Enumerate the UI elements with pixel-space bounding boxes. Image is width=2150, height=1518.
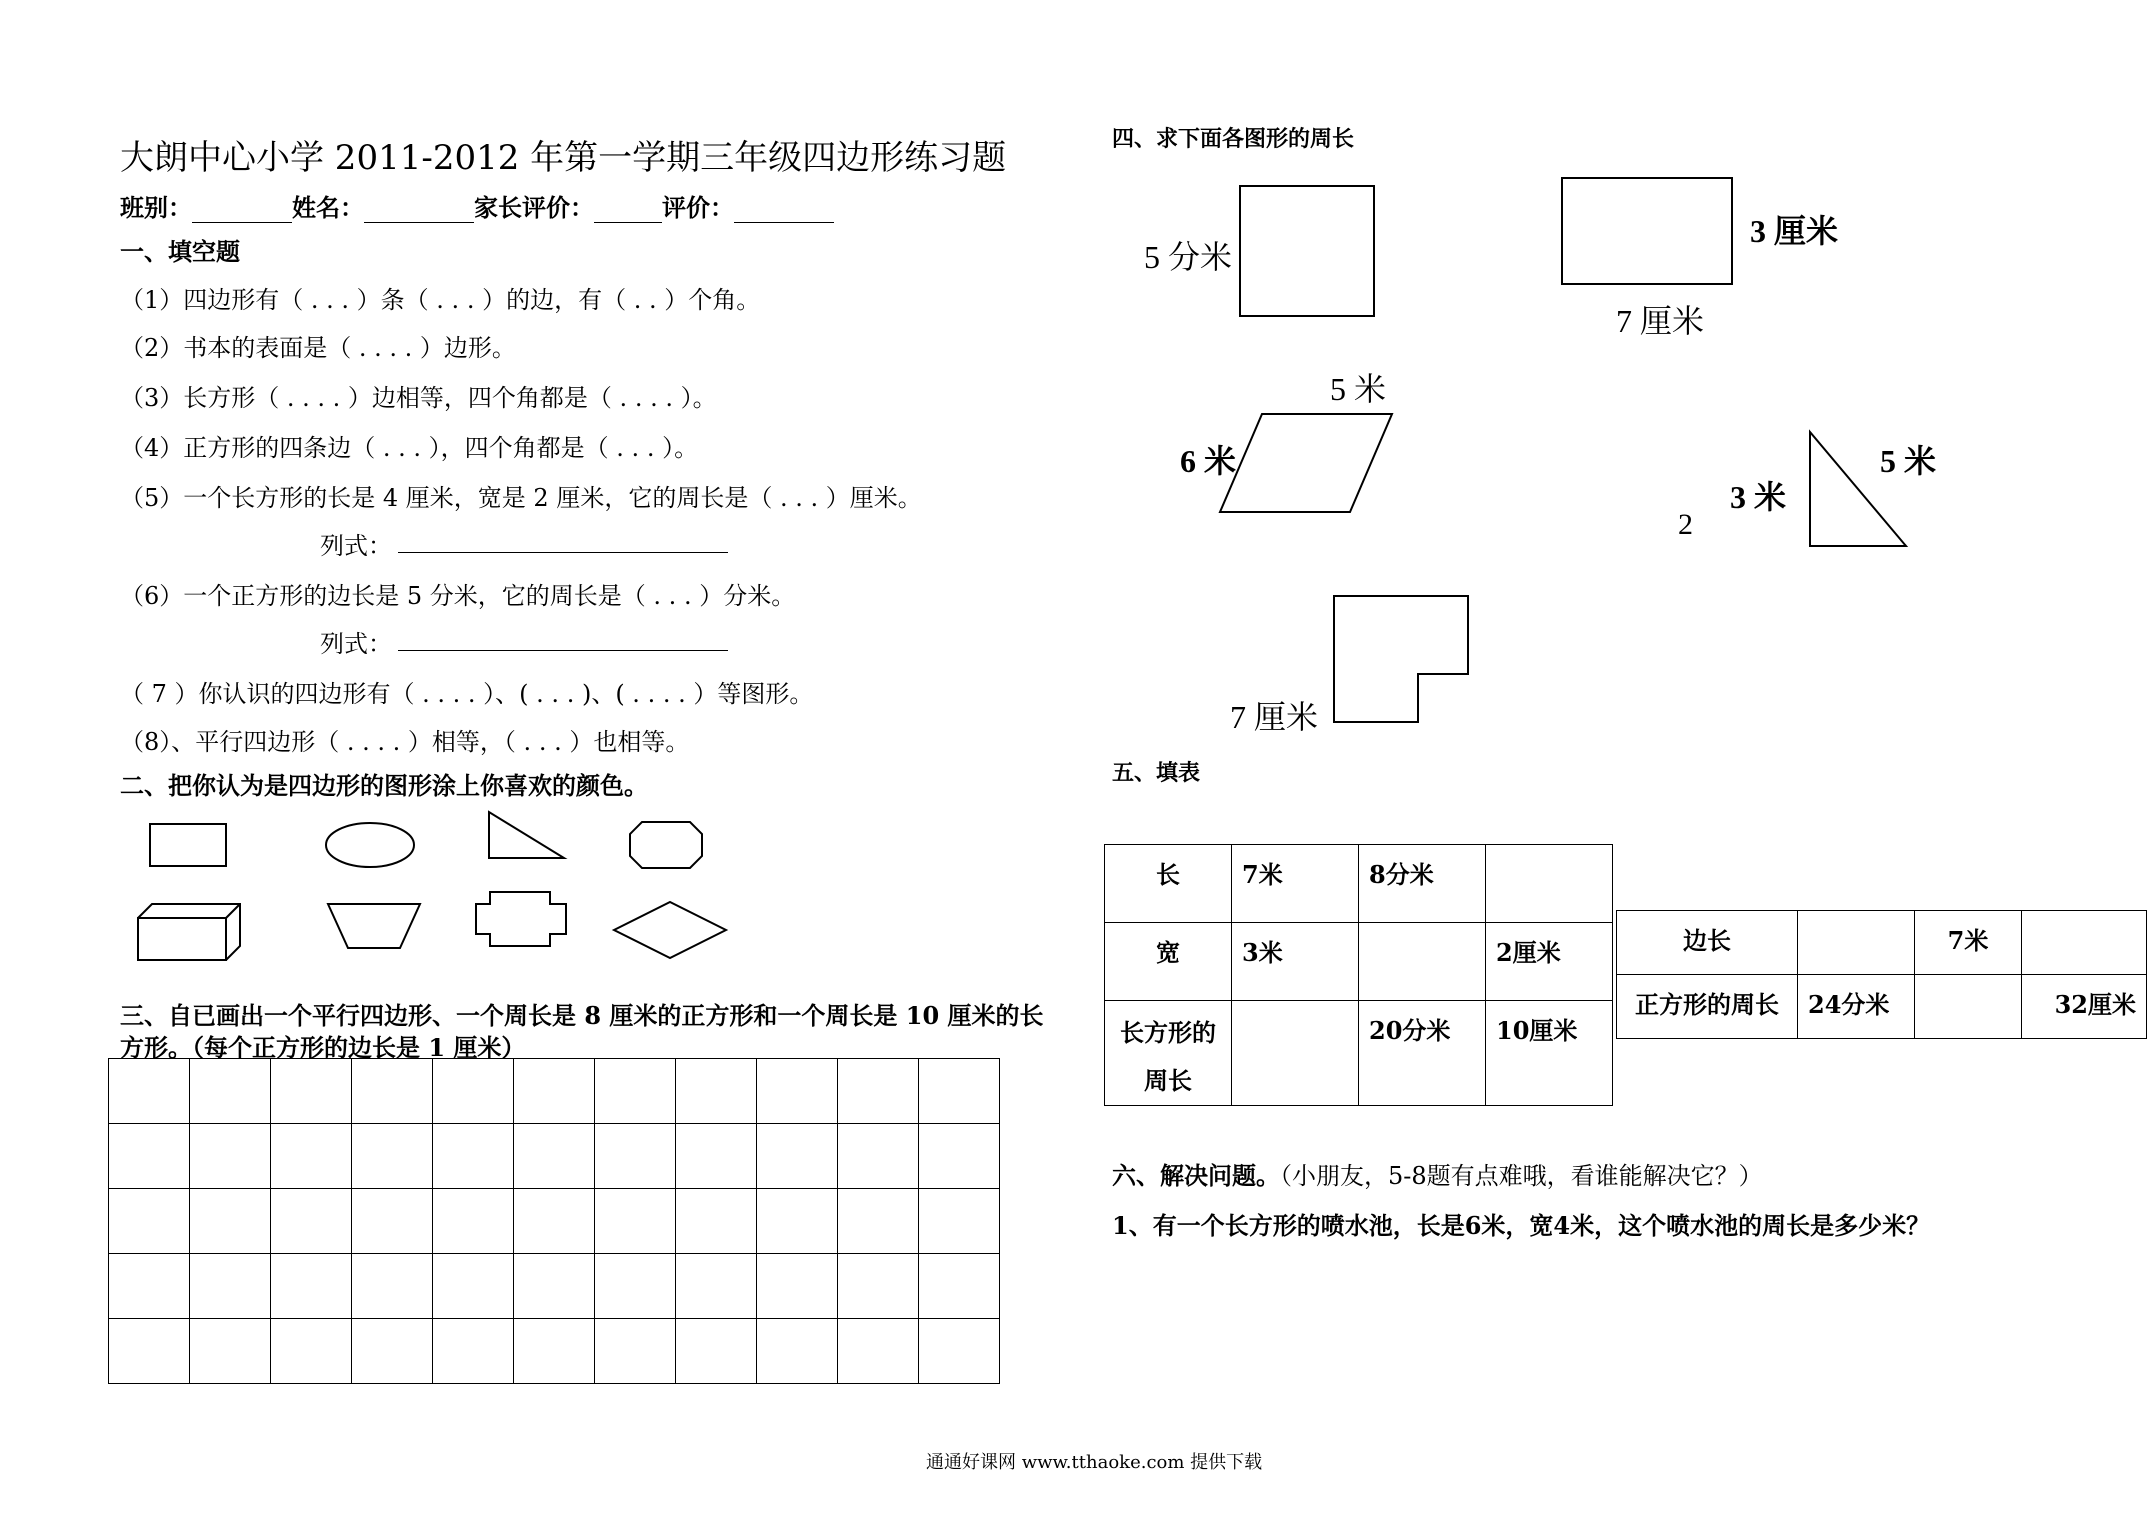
question-1-2: （2）书本的表面是（ . . . . ）边形。	[120, 334, 516, 362]
shape-rectangle[interactable]	[150, 824, 226, 866]
triangle-extra-number: 2	[1678, 508, 1693, 541]
shape-ellipse[interactable]	[326, 823, 414, 867]
triangle-right-label: 5 米	[1880, 443, 1937, 479]
question-1-6: （6）一个正方形的边长是 5 分米，它的周长是（ . . . ）分米。	[120, 582, 796, 610]
question-1-7: （ 7 ）你认识的四边形有（ . . . . ）、( . . . )、( . . . . ）等图形。	[120, 680, 814, 708]
formula-2-label: 列式：	[320, 630, 392, 658]
question-1-3: （3）长方形（ . . . . ）边相等，四个角都是（ . . . . ）。	[120, 384, 717, 412]
figure-parallelogram	[1220, 414, 1392, 512]
table-cell: 2厘米	[1486, 923, 1613, 1001]
section5-heading: 五、填表	[1112, 760, 1201, 786]
table-cell-blank[interactable]	[1798, 911, 1915, 975]
question-1-8: （8）、平行四边形（ . . . . ）相等，（ . . . ）也相等。	[120, 728, 690, 756]
problem-6-1: 1、有一个长方形的喷水池，长是6米，宽4米，这个喷水池的周长是多少米？	[1112, 1211, 1931, 1240]
section3-line2: 方形。（每个正方形的边长是 1 厘米）	[120, 1033, 526, 1062]
section2-heading: 二、把你认为是四边形的图形涂上你喜欢的颜色。	[120, 771, 648, 800]
table-cell: 20分米	[1359, 1001, 1486, 1106]
formula-1-label: 列式：	[320, 532, 392, 560]
shape-octagon[interactable]	[630, 822, 702, 868]
table-row-header	[1105, 1001, 1232, 1106]
table-cell: 32厘米	[2022, 975, 2147, 1039]
figure-square	[1240, 186, 1374, 316]
table-row-header-line1: 长方形的	[1120, 1018, 1216, 1047]
table-cell: 8分米	[1359, 845, 1486, 923]
grade-label: 评价：	[662, 193, 734, 222]
parallelogram-top-label: 5 米	[1330, 371, 1387, 407]
l-shape-label: 7 厘米	[1230, 699, 1319, 735]
table-cell-blank[interactable]	[1232, 1001, 1359, 1106]
table-cell: 24分米	[1798, 975, 1915, 1039]
parallelogram-left-label: 6 米	[1180, 443, 1237, 479]
table-cell: 边长	[1617, 911, 1798, 975]
section6-heading-line	[1112, 1156, 1763, 1191]
page-title: 大朗中心小学 2011-2012 年第一学期三年级四边形练习题	[120, 138, 1007, 178]
table-row	[1105, 1001, 1613, 1106]
table-row	[1105, 923, 1613, 1001]
question-1-1: （1）四边形有（ . . . ）条（ . . . ）的边，有（ . . ）个角。	[120, 286, 761, 314]
shape-trapezoid[interactable]	[328, 904, 420, 948]
table-cell: 正方形的周长	[1617, 975, 1798, 1039]
rect-bottom-label: 7 厘米	[1616, 303, 1705, 339]
table-row	[1617, 975, 2147, 1039]
shape-cross[interactable]	[476, 892, 566, 946]
shape-rhombus[interactable]	[614, 902, 726, 958]
class-label: 班别：	[120, 193, 192, 222]
footer: 通通好课网 www.tthaoke.com 提供下载	[926, 1452, 1263, 1473]
name-label: 姓名：	[292, 193, 364, 222]
section6-heading: 六、解决问题。	[1112, 1161, 1280, 1190]
figure-rectangle	[1562, 178, 1732, 284]
shape-cuboid[interactable]	[138, 904, 240, 960]
table-cell-blank[interactable]	[1359, 923, 1486, 1001]
table-cell: 宽	[1105, 923, 1232, 1001]
section1-heading: 一、填空题	[120, 237, 240, 266]
table-row	[1105, 845, 1613, 923]
question-1-4: （4）正方形的四条边（ . . . ），四个角都是（ . . . ）。	[120, 434, 699, 462]
rectangle-perimeter-table	[1104, 844, 1613, 1106]
table-cell: 10厘米	[1486, 1001, 1613, 1106]
square-side-label: 5 分米	[1144, 239, 1233, 275]
table-cell: 长	[1105, 845, 1232, 923]
section6-note: （小朋友，5-8题有点难哦，看谁能解决它？）	[1280, 1162, 1763, 1190]
parent-eval-label: 家长评价：	[474, 193, 594, 222]
question-1-5: （5）一个长方形的长是 4 厘米，宽是 2 厘米，它的周长是（ . . . ）厘米。	[120, 484, 922, 512]
table-cell: 7米	[1232, 845, 1359, 923]
table-cell: 3米	[1232, 923, 1359, 1001]
figure-l-shape	[1334, 596, 1468, 722]
table-cell-blank[interactable]	[1486, 845, 1613, 923]
section3-line1: 三、自已画出一个平行四边形、一个周长是 8 厘米的正方形和一个周长是 10 厘米的长	[120, 1001, 1044, 1030]
table-row-header-line2: 周长	[1144, 1066, 1192, 1095]
square-perimeter-table	[1616, 910, 2147, 1039]
rect-side-label: 3 厘米	[1750, 213, 1839, 249]
table-cell-blank[interactable]	[2022, 911, 2147, 975]
table-cell-blank[interactable]	[1915, 975, 2022, 1039]
section4-heading: 四、求下面各图形的周长	[1112, 126, 1355, 152]
triangle-left-label: 3 米	[1730, 479, 1787, 515]
table-row	[1617, 911, 2147, 975]
table-cell: 7米	[1915, 911, 2022, 975]
shape-triangle[interactable]	[489, 812, 564, 858]
